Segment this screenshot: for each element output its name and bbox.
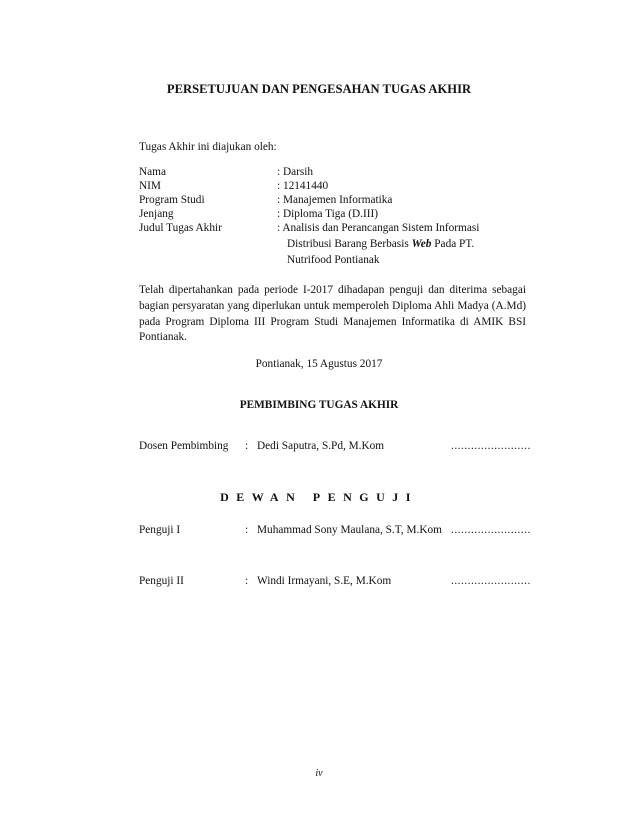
field-label-nama: Nama [139,166,166,178]
penguji-2-name: Windi Irmayani, S.E, M.Kom [257,575,392,587]
field-value-nim: : 12141440 [277,180,329,192]
penguji-1-name: Muhammad Sony Maulana, S.T, M.Kom [257,524,442,536]
intro-text: Tugas Akhir ini diajukan oleh: [139,141,277,153]
penguji-1-signature-line: ........................ [451,524,531,536]
penguji-2-colon: : [245,575,249,587]
field-value-nama: : Darsih [277,166,314,178]
field-value-judul: : Analisis dan Perancangan Sistem Informasi [277,222,480,234]
page-number: iv [315,768,323,779]
judul-web-word: Web [411,238,432,250]
field-label-nim: NIM [139,180,161,192]
approval-paragraph: Telah dipertahankan pada periode I-2017 dihadapan penguji dan diterima sebagai bagian persyaratan yang diperlukan untuk memperoleh Diploma Ahli Madya (A.Md) pada Program Diploma III Program Studi Manajemen Informatika di AMIK BSI Pontianak. [139,284,526,344]
penguji-1-role: Penguji I [139,524,181,536]
pembimbing-signature-line: ........................ [451,440,531,452]
field-value-jenjang: : Diploma Tiga (D.III) [277,208,379,220]
judul-line-2 [287,238,474,250]
place-date: Pontianak, 15 Agustus 2017 [255,358,383,370]
penguji-2-signature-line: ........................ [451,575,531,587]
field-label-judul: Judul Tugas Akhir [139,222,222,234]
field-label-jenjang: Jenjang [139,208,174,220]
pembimbing-colon: : [245,440,249,452]
judul-line-2-end: Pada PT. [431,238,475,250]
page-title: PERSETUJUAN DAN PENGESAHAN TUGAS AKHIR [166,82,472,96]
dewan-penguji-heading: DEWAN PENGUJI [220,490,418,504]
pembimbing-heading: PEMBIMBING TUGAS AKHIR [239,399,399,411]
penguji-2-role: Penguji II [139,575,184,587]
penguji-1-colon: : [245,524,249,536]
judul-line-2-start: Distribusi Barang Berbasis [287,238,412,250]
field-value-program-studi: : Manajemen Informatika [277,194,393,206]
pembimbing-role: Dosen Pembimbing [139,440,229,452]
pembimbing-name: Dedi Saputra, S.Pd, M.Kom [257,440,385,452]
judul-line-3: Nutrifood Pontianak [287,254,380,266]
field-label-program-studi: Program Studi [139,194,205,206]
